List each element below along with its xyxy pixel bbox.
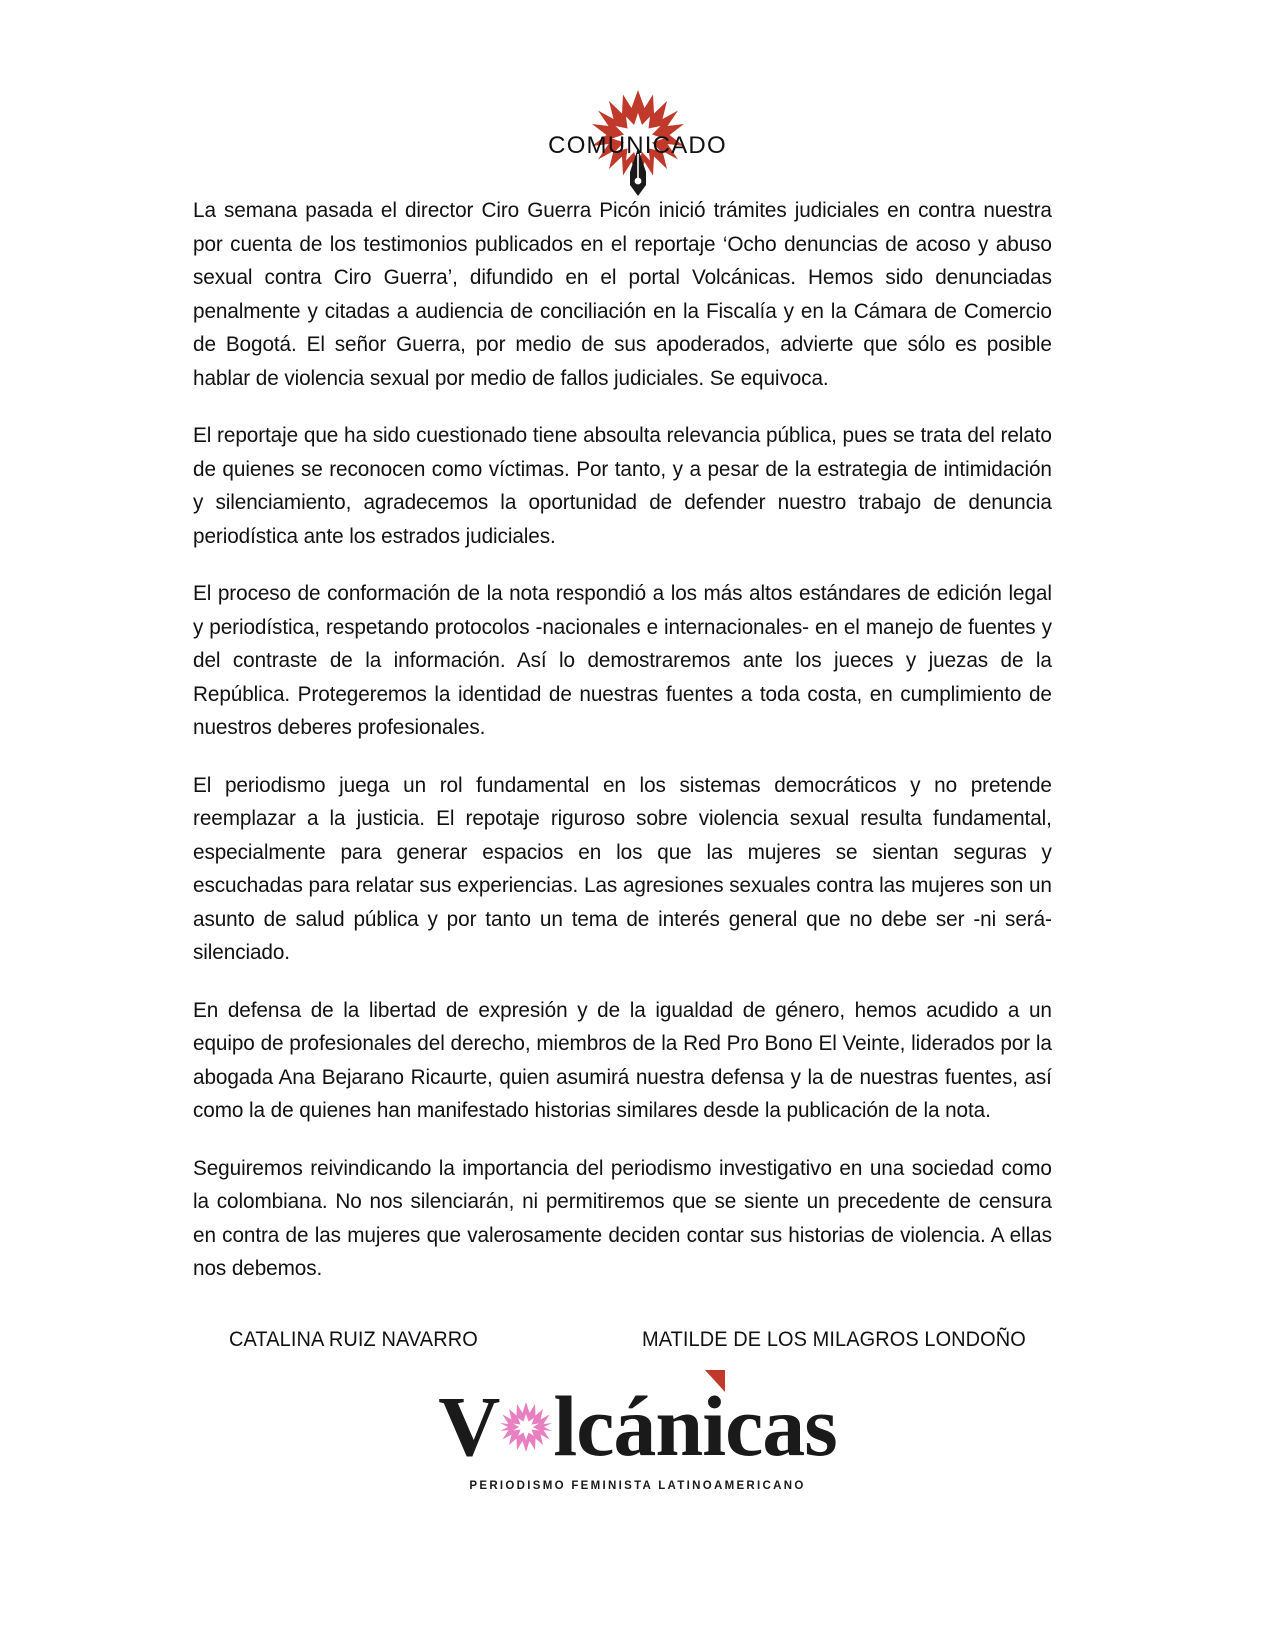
footer-tagline: PERIODISMO FEMINISTA LATINOAMERICANO [469,1480,806,1492]
signatory-name: MATILDE DE LOS MILAGROS LONDOÑO [642,1327,1027,1351]
paragraph: La semana pasada el director Ciro Guerra Picón inició trámites judiciales en contra nuestra por cuenta de los testimonios publicados en el reportaje ‘Ocho denuncias de acoso y abuso sexual contra Ciro Guerra’, difundido en el portal Volcánicas. Hemos sido denunciadas penalmente y citadas a audiencia de conciliación en la Fiscalía y en la Cámara de Comercio de Bogotá. El señor Guerra, por medio de sus apoderados, advierte que sólo es posible hablar de violencia sexual por medio de fallos judiciales. Se equivoca. [192,198,1052,390]
paragraph: El periodismo juega un rol fundamental en los sistemas democráticos y no pretende reemplazar a la justicia. El repotaje riguroso sobre violencia sexual resulta fundamental, especialmente para generar espacios en los que las mujeres se sientan seguras y escuchadas para relatar sus experiencias. Las agresiones sexuales contra las mujeres son un asunto de salud pública y por tanto un tema de interés general que no debe ser -ni será- silenciado. [192,772,1052,964]
paragraph: En defensa de la libertad de expresión y de la igualdad de género, hemos acudido a un equipo de profesionales del derecho, miembros de la Red Pro Bono El Veinte, liderados por la abogada Ana Bejarano Ricaurte, quien asumirá nuestra defensa y la de nuestras fuentes, así como la de quienes han manifestado historias similares desde la publicación de la nota. [192,997,1052,1122]
signatory-name: CATALINA RUIZ NAVARRO [228,1327,478,1351]
pink-starburst-icon [500,1401,552,1453]
wordmark-letter-v: V [438,1378,500,1475]
document-body [193,160,1083,1286]
footer-logo [0,1378,1275,1492]
header-logo [0,0,1275,110]
wordmark-text [553,1378,837,1475]
wordmark-rest-letters: lcánicas [553,1378,837,1475]
paragraph: El proceso de conformación de la nota respondió a los más altos estándares de edición legal y periodística, respetando protocolos -nacionales e internacionales- en el manejo de fuentes y del contraste de la información. Así lo demostraremos ante los jueces y juezas de la República. Protegeremos la identidad de nuestras fuentes a toda costa, en cumplimiento de nuestros deberes profesionales. [192,581,1052,739]
signature-block [193,1286,1083,1352]
paragraph: El reportaje que ha sido cuestionado tiene absoulta relevancia pública, pues se trata del relato de quienes se reconocen como víctimas. Por tanto, y a pesar de la estrategia de intimidación y silenciamiento, agradecemos la oportunidad de defender nuestro trabajo de denuncia periodística ante los estrados judiciales. [192,423,1052,548]
volcanicas-wordmark [438,1378,837,1475]
paragraph: Seguiremos reivindicando la importancia del periodismo investigativo en una sociedad como la colombiana. No nos silenciarán, ni permitiremos que se siente un precedente de censura en contra de las mujeres que valerosamente deciden contar sus historias de violencia. A ellas nos debemos. [192,1155,1052,1280]
page-title: COMUNICADO [548,132,727,159]
red-accent-mark-icon [705,1370,725,1392]
